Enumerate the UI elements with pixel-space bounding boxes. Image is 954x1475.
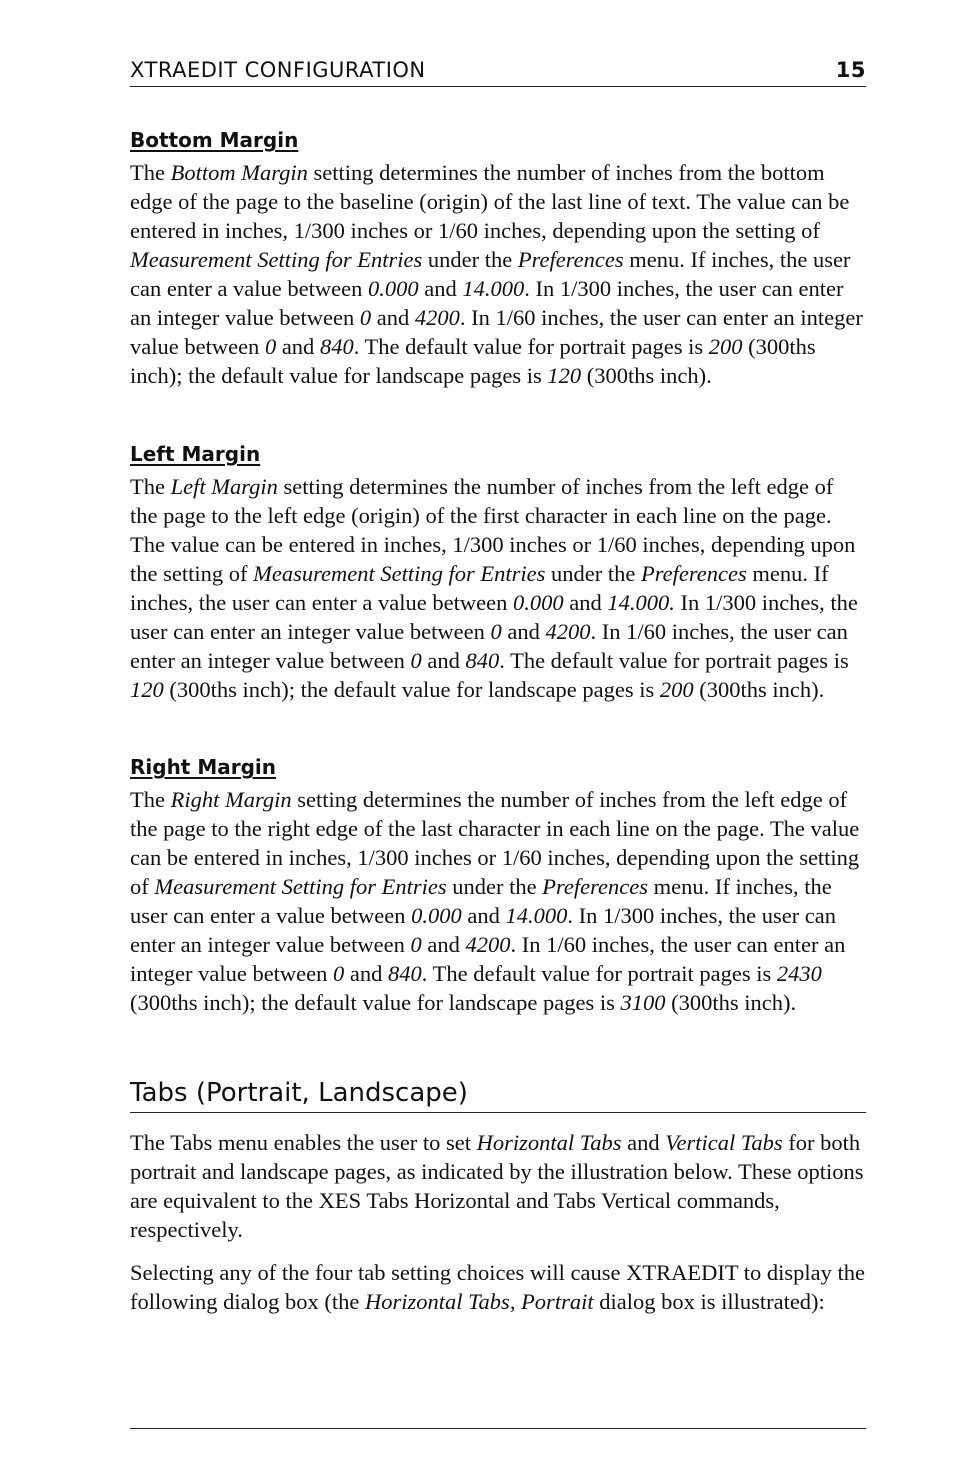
page-number: 15 [835, 58, 866, 82]
section-heading-tabs: Tabs (Portrait, Landscape) [130, 1076, 866, 1113]
footer-rule [130, 1428, 866, 1429]
section-tabs [130, 1128, 866, 1316]
subheading-left-margin: Left Margin [130, 442, 261, 466]
paragraph-right-margin: The Right Margin setting determines the number of inches from the left edge of the page to the right edge of the last character in each line on the page. The value can be entered in inches, 1/300 inches or 1/60 inches, depending upon the setting of Measurement Setting for Entries under the Preferences menu. If inches, the user can enter a value between 0.000 and 14.000. In 1/300 inches, the user can enter an integer value between 0 and 4200. In 1/60 inches, the user can enter an integer value between 0 and 840. The default value for portrait pages is 2430 (300ths inch); the default value for landscape pages is 3100 (300ths inch). [130, 787, 860, 1015]
paragraph-bottom-margin: The Bottom Margin setting determines the number of inches from the bottom edge of the page to the baseline (origin) of the last line of text. The value can be entered in inches, 1/300 inches or 1/60 inches, depending upon the setting of Measurement Setting for Entries under the Preferences menu. If inches, the user can enter a value between 0.000 and 14.000. In 1/300 inches, the user can enter an integer value between 0 and 4200. In 1/60 inches, the user can enter an integer value between 0 and 840. The default value for portrait pages is 200 (300ths inch); the default value for landscape pages is 120 (300ths inch). [130, 160, 863, 388]
section-bottom-margin [130, 126, 866, 390]
paragraph-left-margin: The Left Margin setting determines the number of inches from the left edge of the page to the left edge (origin) of the first character in each line on the page. The value can be entered in inches, 1/300 inches or 1/60 inches, depending upon the setting of Measurement Setting for Entries under the Preferences menu. If inches, the user can enter a value between 0.000 and 14.000. In 1/300 inches, the user can enter an integer value between 0 and 4200. In 1/60 inches, the user can enter an integer value between 0 and 840. The default value for portrait pages is 120 (300ths inch); the default value for landscape pages is 200 (300ths inch). [130, 474, 858, 702]
paragraph-tabs-1: The Tabs menu enables the user to set Horizontal Tabs and Vertical Tabs for both portrait and landscape pages, as indicated by the illustration below. These options are equivalent to the XES Tabs Horizontal and Tabs Vertical commands, respectively. [130, 1130, 864, 1242]
header-title: XTRAEDIT CONFIGURATION [130, 58, 426, 82]
section-left-margin [130, 440, 866, 704]
subheading-right-margin: Right Margin [130, 755, 277, 779]
subheading-bottom-margin: Bottom Margin [130, 128, 299, 152]
running-header [130, 56, 866, 87]
paragraph-tabs-2: Selecting any of the four tab setting choices will cause XTRAEDIT to display the following dialog box (the Horizontal Tabs, Portrait dialog box is illustrated): [130, 1260, 866, 1314]
section-right-margin [130, 753, 866, 1017]
